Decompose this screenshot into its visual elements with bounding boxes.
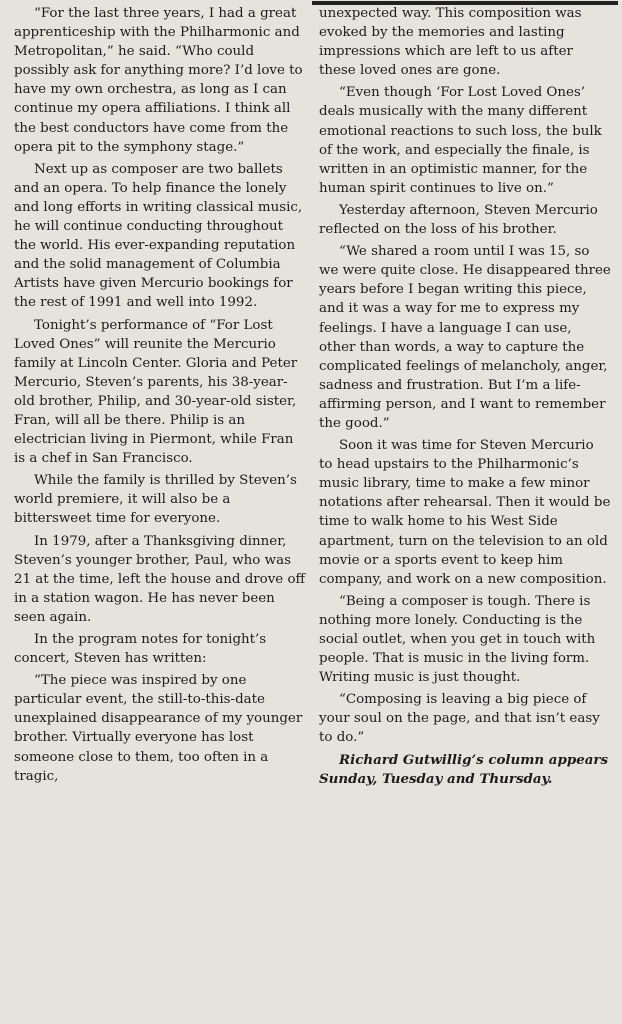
paragraph: While the family is thrilled by Steven’s world premiere, it will also be a bittersweet time for everyone. [14,473,297,527]
paragraph: “For the last three years, I had a great apprenticeship with the Philharmonic and Metropolitan,” he said. “Who could possibly ask for anything more? I’d love to have my own orchestra, as long as I can continue my opera affiliations. I think all the best conductors have come from the opera pit to the symphony stage.” [14,6,303,155]
paragraph: “Being a composer is tough. There is nothing more lonely. Conducting is the social outlet, when you get in touch with people. That is music in the living form. Writing music is just thought. [319,593,596,686]
paragraph: “We shared a room until I was 15, so we were quite close. He disappeared three years before I began writing this piece, and it was a way for me to express my feelings. I have a language I can use, other than words, a way to capture the complicated feelings of melancholy, anger, sadness and frustration. But I’m a life-affirming person, and I want to remember the good.” [319,244,611,431]
paragraph: “Even though ‘For Lost Loved Ones’ deals musically with the many different emotional reactions to such loss, the bulk of the work, and especially the finale, is written in an optimistic manner, for the human spirit continues to live on.” [319,85,602,196]
paragraph: In the program notes for tonight’s concert, Steven has written: [14,632,267,667]
paragraph: “Composing is leaving a big piece of your soul on the page, and that isn’t easy to do.” [319,692,600,746]
paragraph: Next up as composer are two ballets and an opera. To help finance the lonely and long efforts in writing classical music, he will continue conducting throughout the world. His ever-expanding reputation and the solid management of Columbia Artists have given Mercurio bookings for the rest of 1991 and well into 1992. [14,161,303,311]
paragraph: Soon it was time for Steven Mercurio to head upstairs to the Philharmonic’s music library, time to make a few minor notations after rehearsal. Then it would be time to walk home to his West Side apartment, turn on the television to an old movie or a sports event to keep him company, and work on a new composition. [319,438,611,587]
paragraph: In 1979, after a Thanksgiving dinner, Steven’s younger brother, Paul, who was 21 at the time, left the house and drove off in a station wagon. He has never been seen again. [14,533,306,625]
paragraph: Tonight’s performance of “For Lost Loved Ones” will reunite the Mercurio family at Lincoln Center. Gloria and Peter Mercurio, Steven’s parents, his 38-year-old brother, Philip, and 30-year-old sister, Fran, will all be there. Philip is an electrician living in Piermont, while Fran is a chef in San Francisco. [14,317,298,467]
paragraph-continuation: unexpected way. This composition was evoked by the memories and lasting impressions which are left to us after these loved ones are gone. [319,6,582,79]
left-column [14,4,306,789]
right-column [319,4,611,792]
paragraph: Yesterday afternoon, Steven Mercurio reflected on the loss of his brother. [319,202,598,238]
column-credit: Richard Gutwillig’s column appears Sunday, Tuesday and Thursday. [319,751,608,787]
paragraph: “The piece was inspired by one particular event, the still-to-this-date unexplained disappearance of my younger brother. Virtually everyone has lost someone close to them, too often in a tragic, [14,673,303,784]
